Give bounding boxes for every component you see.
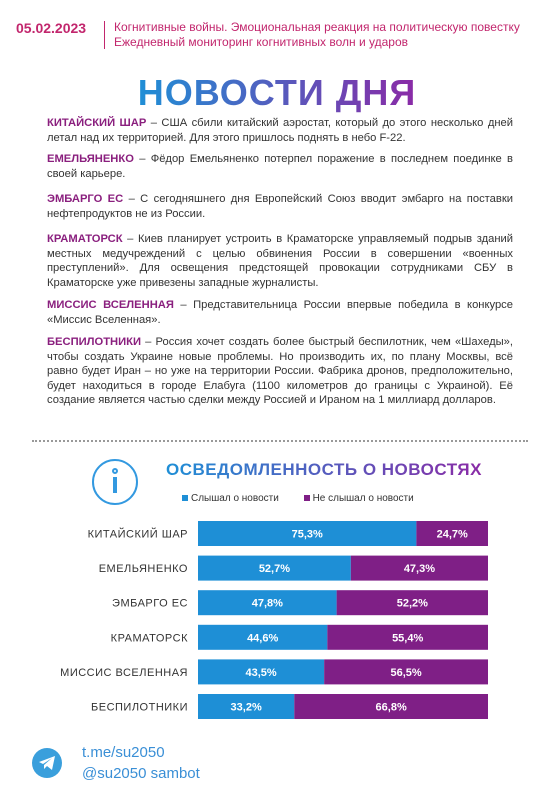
- category-label: МИССИС ВСЕЛЕННАЯ: [60, 666, 188, 679]
- data-label-not-heard: 55,4%: [392, 632, 424, 645]
- category-label: ЭМБАРГО ЕС: [112, 597, 188, 610]
- report-date: 05.02.2023: [16, 20, 87, 36]
- data-label-not-heard: 47,3%: [403, 563, 436, 576]
- legend-item-heard: Слышал о новости: [182, 493, 279, 504]
- telegram-icon: [32, 748, 62, 778]
- data-label-not-heard: 56,5%: [390, 666, 422, 679]
- data-label-heard: 47,8%: [251, 597, 283, 610]
- news-item: КРАМАТОРСК – Киев планирует устроить в Краматорске управляемый подрыв зданий местных медучреждений с целью обвинения России в совершении «военных преступлений». Для освещения предстоящей провокации сотрудниками СБУ в Краматорске уже привезены западные журналисты.: [47, 233, 513, 289]
- data-label-not-heard: 66,8%: [375, 701, 407, 714]
- data-label-heard: 75,3%: [291, 528, 323, 541]
- bot-link[interactable]: @su2050 sambot: [82, 765, 200, 782]
- news-item: КИТАЙСКИЙ ШАР – США сбили китайский аэростат, который до этого несколько дней летал над их территорией. Для этого пришлось поднять в небо F-22.: [47, 117, 513, 144]
- news-item: МИССИС ВСЕЛЕННАЯ – Представительница России впервые победила в конкурсе «Миссис Вселенная».: [47, 299, 513, 326]
- data-label-heard: 52,7%: [258, 563, 291, 576]
- header-line-1: Когнитивные войны. Эмоциональная реакция на политическую повестку: [114, 20, 520, 34]
- category-label: КИТАЙСКИЙ ШАР: [87, 528, 188, 541]
- data-label-heard: 43,5%: [245, 666, 277, 679]
- legend-item-not-heard: Не слышал о новости: [304, 493, 414, 504]
- header-line-2: Ежедневный мониторинг когнитивных волн и ударов: [114, 35, 408, 49]
- category-label: ЕМЕЛЬЯНЕНКО: [98, 563, 188, 576]
- category-label: КРАМАТОРСК: [110, 632, 188, 645]
- data-label-not-heard: 52,2%: [396, 597, 428, 610]
- data-label-not-heard: 24,7%: [436, 528, 468, 541]
- news-item: ЕМЕЛЬЯНЕНКО – Фёдор Емельяненко потерпел поражение в последнем поединке в своей карьере.: [47, 153, 513, 180]
- page-title: НОВОСТИ ДНЯ: [137, 72, 417, 113]
- news-item: ЭМБАРГО ЕС – С сегодняшнего дня Европейский Союз вводит эмбарго на поставки нефтепродуктов не из России.: [47, 193, 513, 220]
- chart-title: ОСВЕДОМЛЕННОСТЬ О НОВОСТЯХ: [166, 460, 482, 479]
- category-label: БЕСПИЛОТНИКИ: [91, 701, 188, 714]
- data-label-heard: 44,6%: [247, 632, 279, 645]
- data-label-heard: 33,2%: [230, 701, 262, 714]
- news-item: БЕСПИЛОТНИКИ – Россия хочет создать более быстрый беспилотник, чем «Шахеды», чтобы создать Украине новые проблемы. Но производить их, по плану Москвы, всё равно будет Иран – но уже на территории России. Фабрика дронов, предположительно, будет находиться в городе Елабуга (1100 километров до границы с Украиной). Её создание является частью сделки между Россией и Ираном на 1 миллиард долларов.: [47, 336, 513, 406]
- telegram-link[interactable]: t.me/su2050: [82, 744, 165, 761]
